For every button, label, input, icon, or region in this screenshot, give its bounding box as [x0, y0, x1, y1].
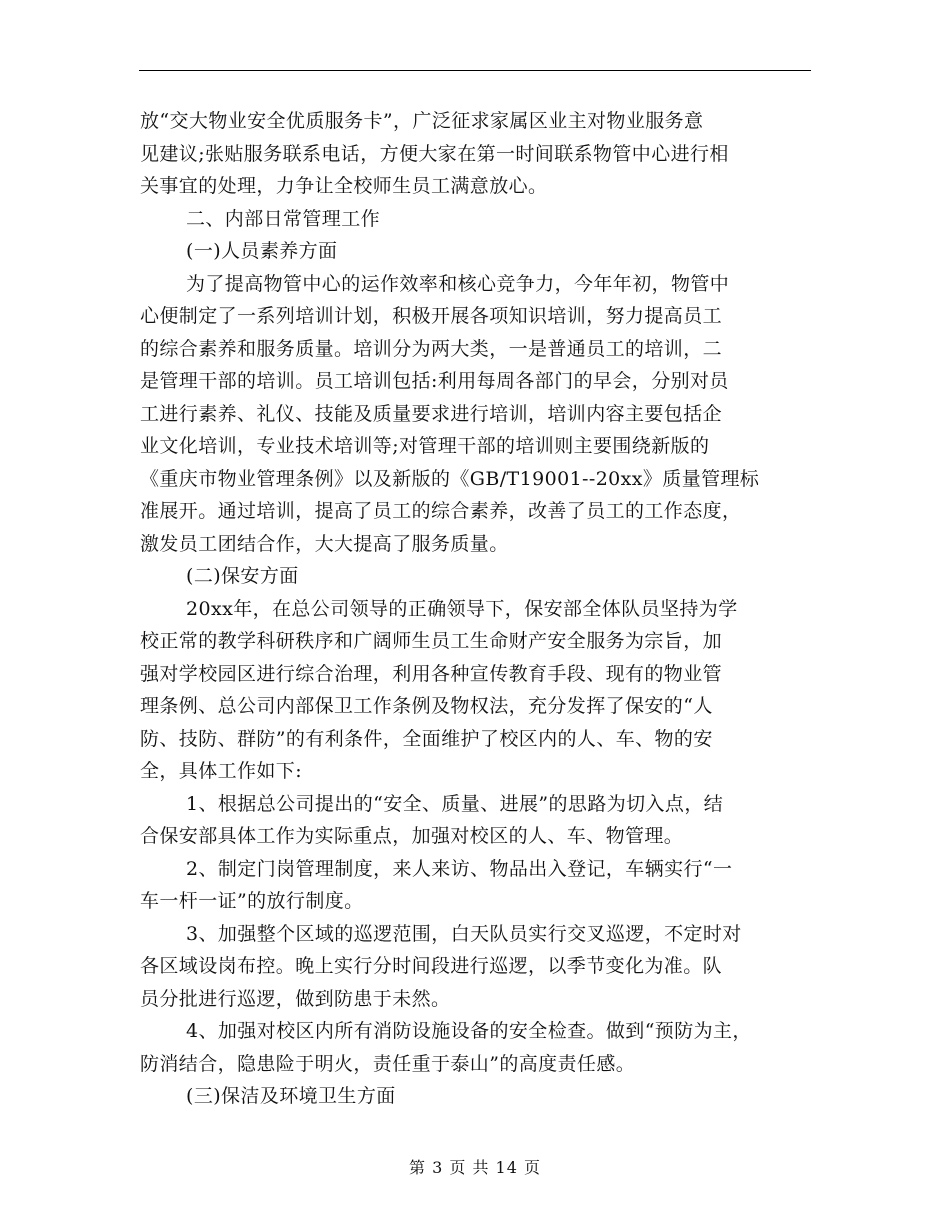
- text-line: 准展开。通过培训，提高了员工的综合素养，改善了员工的工作态度，: [140, 500, 742, 522]
- text-line: 是管理干部的培训。员工培训包括:利用每周各部门的早会，分别对员: [140, 370, 729, 392]
- text-line: 理条例、总公司内部保卫工作条例及物权法，充分发挥了保安的“人: [140, 695, 713, 717]
- text-line: 防消结合，隐患险于明火，责任重于泰山”的高度责任感。: [140, 1052, 636, 1075]
- header-rule: [139, 70, 811, 71]
- text-line: (二)保安方面: [186, 565, 299, 587]
- text-line: (一)人员素养方面: [186, 240, 338, 262]
- text-line: 校正常的教学科研秩序和广阔师生员工生命财产安全服务为宗旨，加: [140, 630, 723, 652]
- text-line: 2、制定门岗管理制度，来人来访、物品出入登记，车辆实行“一: [186, 857, 733, 880]
- text-line: 心便制定了一系列培训计划，积极开展各项知识培训，努力提高员工: [140, 305, 723, 327]
- text-line: 激发员工团结合作，大大提高了服务质量。: [140, 532, 509, 555]
- text-line: 3、加强整个区域的巡逻范围，白天队员实行交叉巡逻，不定时对: [186, 922, 742, 945]
- text-line: 为了提高物管中心的运作效率和核心竞争力，今年年初，物管中: [186, 272, 730, 295]
- text-line: 合保安部具体工作为实际重点，加强对校区的人、车、物管理。: [140, 825, 684, 847]
- text-line: 关事宜的处理，力争让全校师生员工满意放心。: [140, 175, 548, 197]
- text-line: 防、技防、群防”的有利条件，全面维护了校区内的人、车、物的安: [140, 727, 713, 750]
- text-line: 员分批进行巡逻，做到防患于未然。: [140, 987, 451, 1010]
- text-line: 工进行素养、礼仪、技能及质量要求进行培训，培训内容主要包括企: [140, 402, 723, 425]
- text-line: 业文化培训，专业技术培训等;对管理干部的培训则主要围绕新版的: [140, 435, 710, 457]
- text-line: 各区域设岗布控。晚上实行分时间段进行巡逻，以季节变化为准。队: [140, 955, 723, 977]
- document-body: [140, 105, 820, 1113]
- text-line: (三)保洁及环境卫生方面: [186, 1085, 396, 1107]
- text-line: 二、内部日常管理工作: [186, 207, 381, 230]
- text-line: 放“交大物业安全优质服务卡”，广泛征求家属区业主对物业服务意: [140, 110, 704, 132]
- text-line: 1、根据总公司提出的“安全、质量、进展”的思路为切入点，结: [186, 792, 724, 815]
- page-footer: 第 3 页 共 14 页: [409, 1158, 541, 1177]
- text-line: 见建议;张贴服务联系电话，方便大家在第一时间联系物管中心进行相: [140, 142, 729, 165]
- text-line: 《重庆市物业管理条例》以及新版的《GB/T19001--20xx》质量管理标: [140, 467, 760, 490]
- text-line: 强对学校园区进行综合治理，利用各种宣传教育手段、现有的物业管: [140, 662, 723, 685]
- text-line: 20xx年，在总公司领导的正确领导下，保安部全体队员坚持为学: [186, 597, 738, 620]
- text-line: 车一杆一证”的放行制度。: [140, 890, 364, 912]
- text-line: 4、加强对校区内所有消防设施设备的安全检查。做到“预防为主，: [186, 1020, 752, 1042]
- text-line: 的综合素养和服务质量。培训分为两大类，一是普通员工的培训，二: [140, 337, 723, 360]
- text-line: 全，具体工作如下:: [140, 760, 303, 782]
